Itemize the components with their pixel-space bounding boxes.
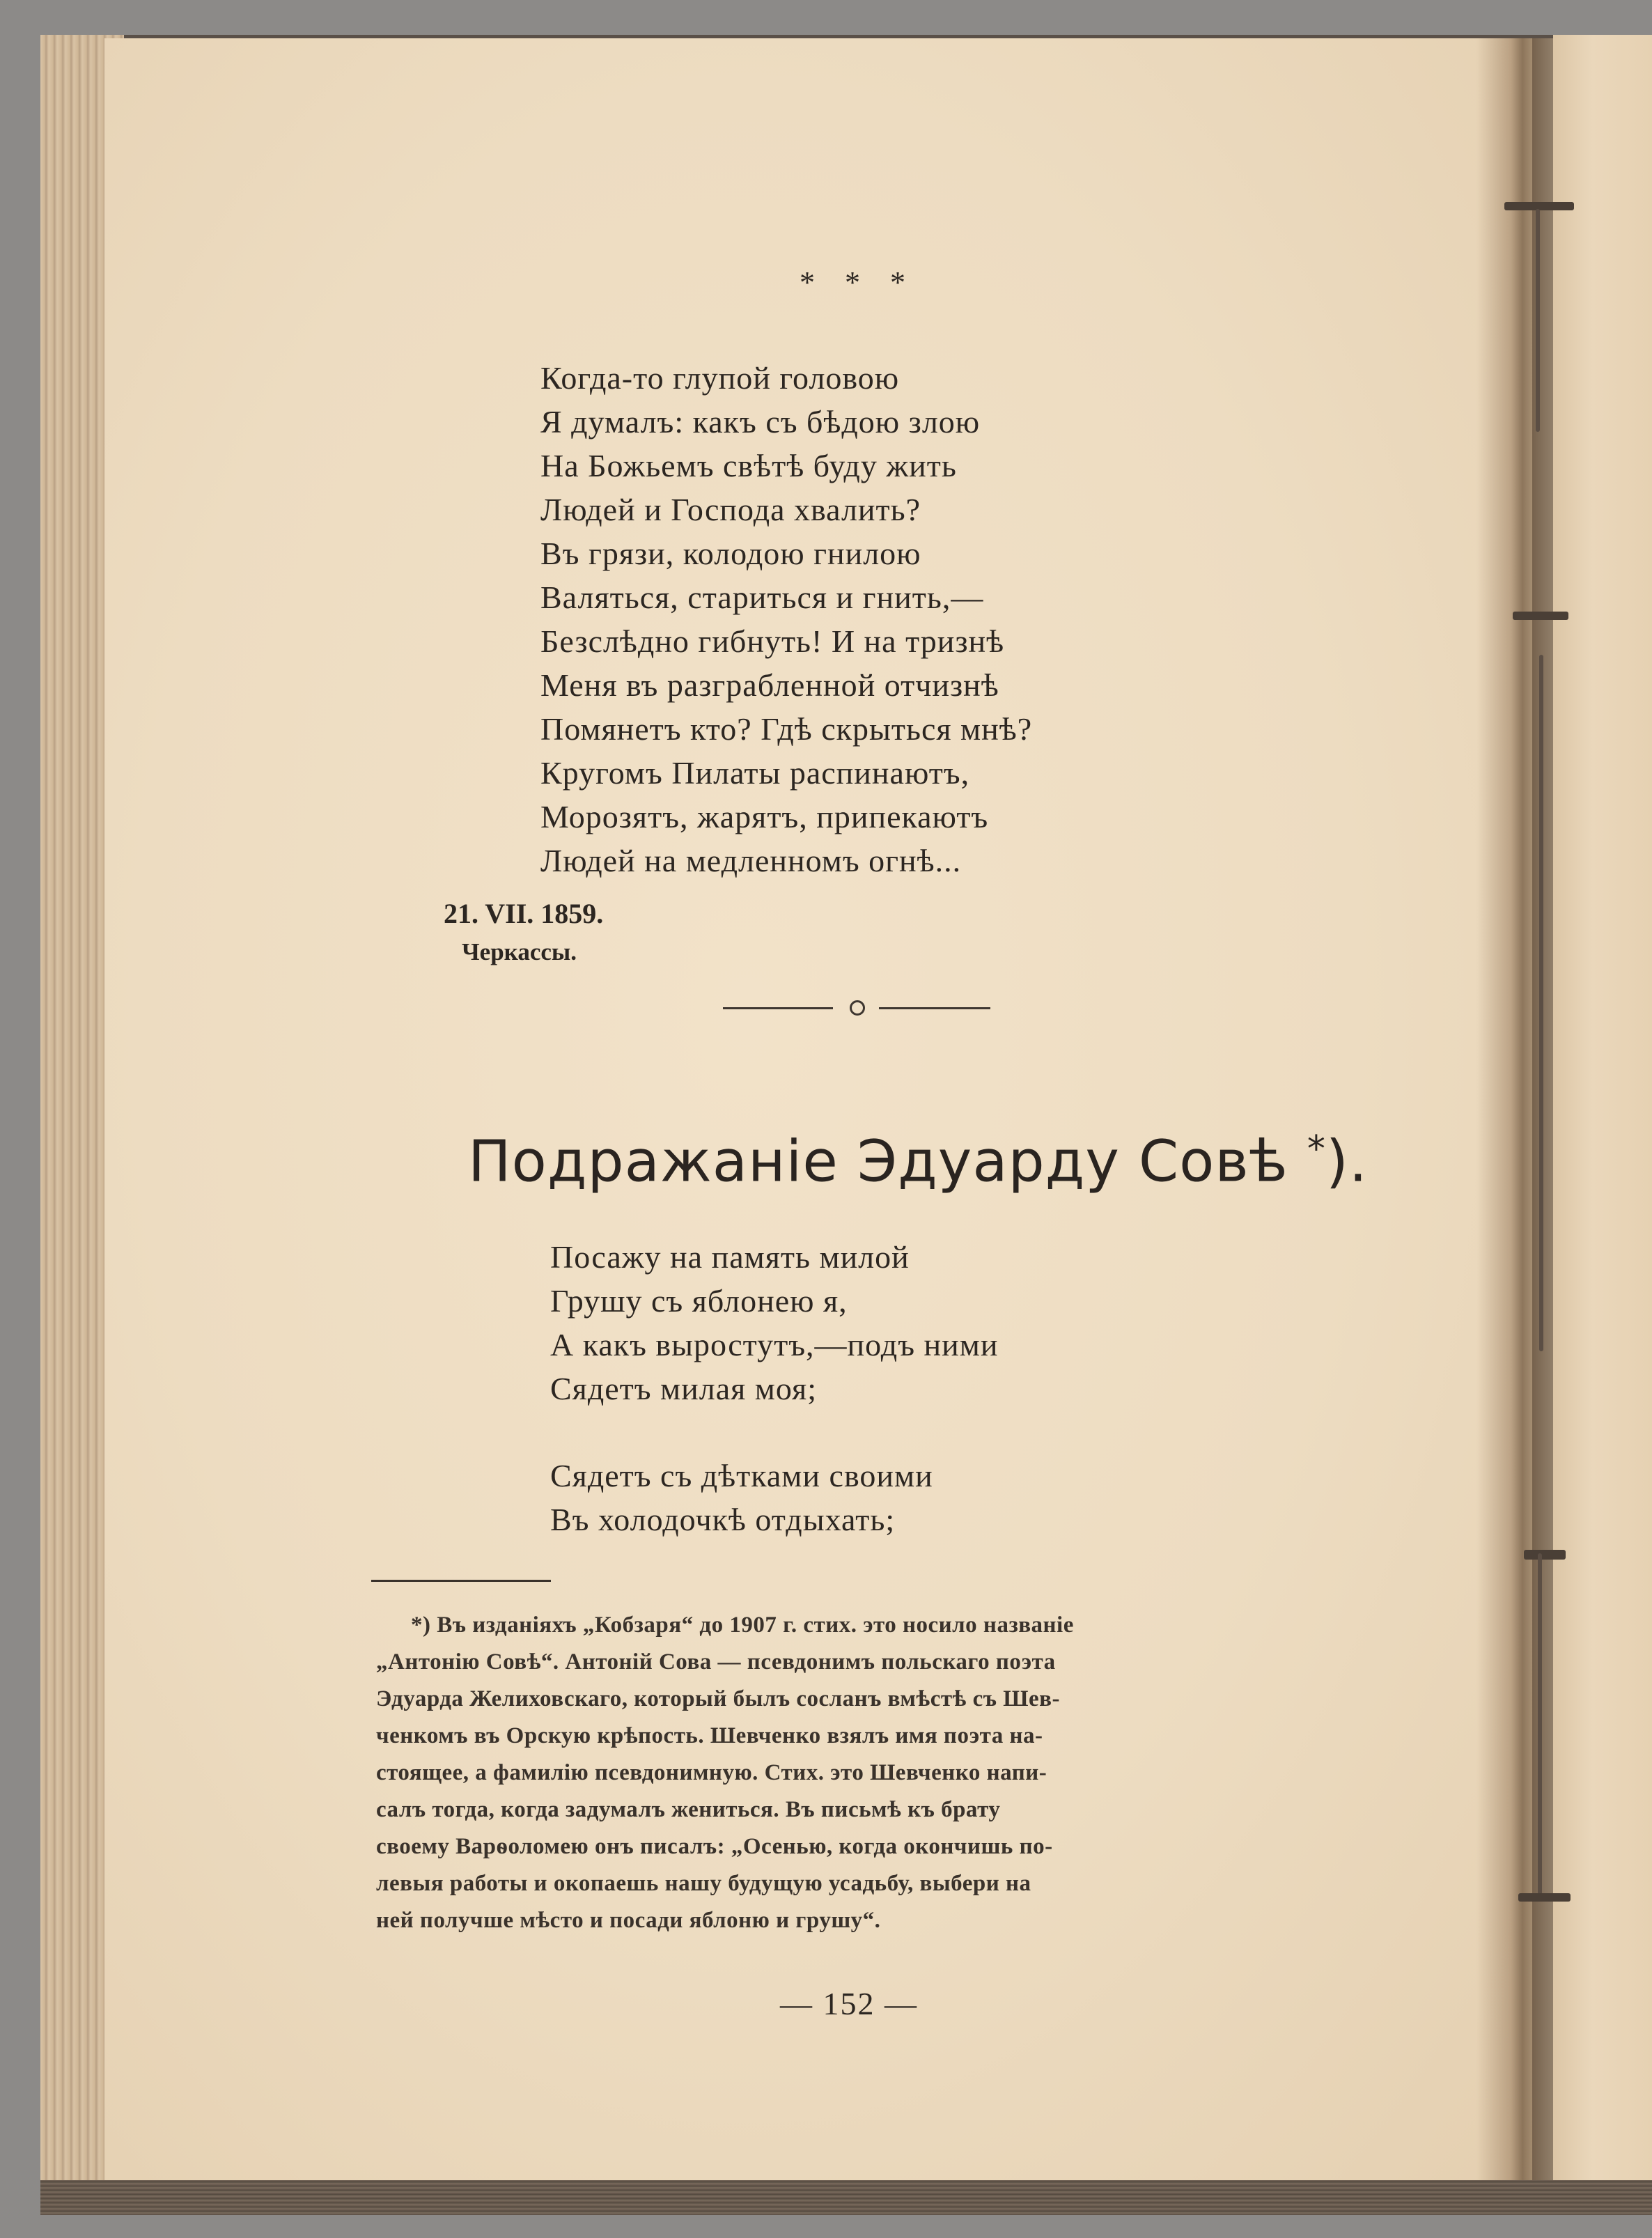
- poem-title-end: ).: [1325, 1128, 1368, 1195]
- poem-line: Грушу съ яблонею я,: [550, 1283, 848, 1319]
- footnote-line: „Антонію Совѣ“. Антоній Сова — псевдонимъ польскаго поэта: [376, 1649, 1056, 1674]
- poem-line: Сядетъ съ дѣтками своими: [550, 1458, 933, 1493]
- footnote-line: своему Варѳоломею онъ писалъ: „Осенью, когда окончишь по-: [376, 1834, 1053, 1859]
- poem-line: Меня въ разграбленной отчизнѣ: [540, 667, 999, 703]
- divider-line-right: [879, 1007, 990, 1009]
- divider-line-left: [723, 1007, 833, 1009]
- poem-title: [468, 1128, 1368, 1195]
- page-number: — 152 —: [780, 1986, 918, 2021]
- asterism: * * *: [800, 265, 917, 300]
- footnote-line: салъ тогда, когда задумалъ жениться. Въ письмѣ къ брату: [376, 1797, 1001, 1822]
- divider-circle-icon: [850, 1000, 865, 1016]
- poem-line: Людей и Господа хвалить?: [540, 492, 921, 527]
- poem-title-text: Подражаніе Эдуарду Совѣ: [468, 1128, 1288, 1195]
- footnote-line: *) Въ изданіяхъ „Кобзаря“ до 1907 г. стих. это носило названіе: [411, 1613, 1074, 1638]
- poem-line: Безслѣдно гибнуть! И на тризнѣ: [540, 623, 1005, 659]
- bottom-book-edge: [40, 2180, 1652, 2215]
- binding-thread: [1539, 655, 1543, 1351]
- poem-line: На Божьемъ свѣтѣ буду жить: [540, 448, 957, 483]
- footnote-line: Эдуарда Желиховскаго, который былъ сосланъ вмѣстѣ съ Шев-: [376, 1686, 1060, 1711]
- poem-line: Я думалъ: какъ съ бѣдою злою: [540, 404, 981, 440]
- poem-line: Въ холодочкѣ отдыхать;: [550, 1502, 896, 1537]
- binding-stitch: [1524, 1550, 1566, 1560]
- footnote-line: стоящее, а фамилію псевдонимную. Стих. это Шевченко напи-: [376, 1760, 1047, 1785]
- poem-line: Морозятъ, жарятъ, припекаютъ: [540, 799, 989, 834]
- binding-thread: [1536, 209, 1540, 432]
- footnote-marker: *: [1307, 1128, 1326, 1170]
- poem-line: Когда-то глупой головою: [540, 360, 900, 396]
- binding-thread: [1538, 1553, 1542, 1902]
- poem-line: Помянетъ кто? Гдѣ скрыться мнѣ?: [540, 711, 1033, 747]
- footnote-line: ней получше мѣсто и посади яблоню и грушу“.: [376, 1908, 881, 1933]
- poem-line: Людей на медленномъ огнѣ...: [540, 843, 962, 878]
- footnote-line: левыя работы и окопаешь нашу будущую усадьбу, выбери на: [376, 1871, 1031, 1896]
- binding-stitch: [1513, 612, 1568, 620]
- poem-line: Валяться, стариться и гнить,—: [540, 580, 984, 615]
- poem-line: Въ грязи, колодою гнилою: [540, 536, 921, 571]
- footnote-line: ченкомъ въ Орскую крѣпость. Шевченко взялъ имя поэта на-: [376, 1723, 1043, 1748]
- binding-stitch: [1518, 1893, 1571, 1902]
- poem-line: А какъ выростутъ,—подъ ними: [550, 1327, 999, 1362]
- poem-date: 21. VII. 1859.: [444, 898, 604, 929]
- poem-place: Черкассы.: [462, 938, 577, 965]
- poem-line: Сядетъ милая моя;: [550, 1371, 817, 1406]
- poem-line: Кругомъ Пилаты распинаютъ,: [540, 755, 970, 791]
- footnote-rule: [371, 1580, 551, 1582]
- facing-page-edge: [1553, 35, 1652, 2208]
- poem-line: Посажу на память милой: [550, 1239, 910, 1275]
